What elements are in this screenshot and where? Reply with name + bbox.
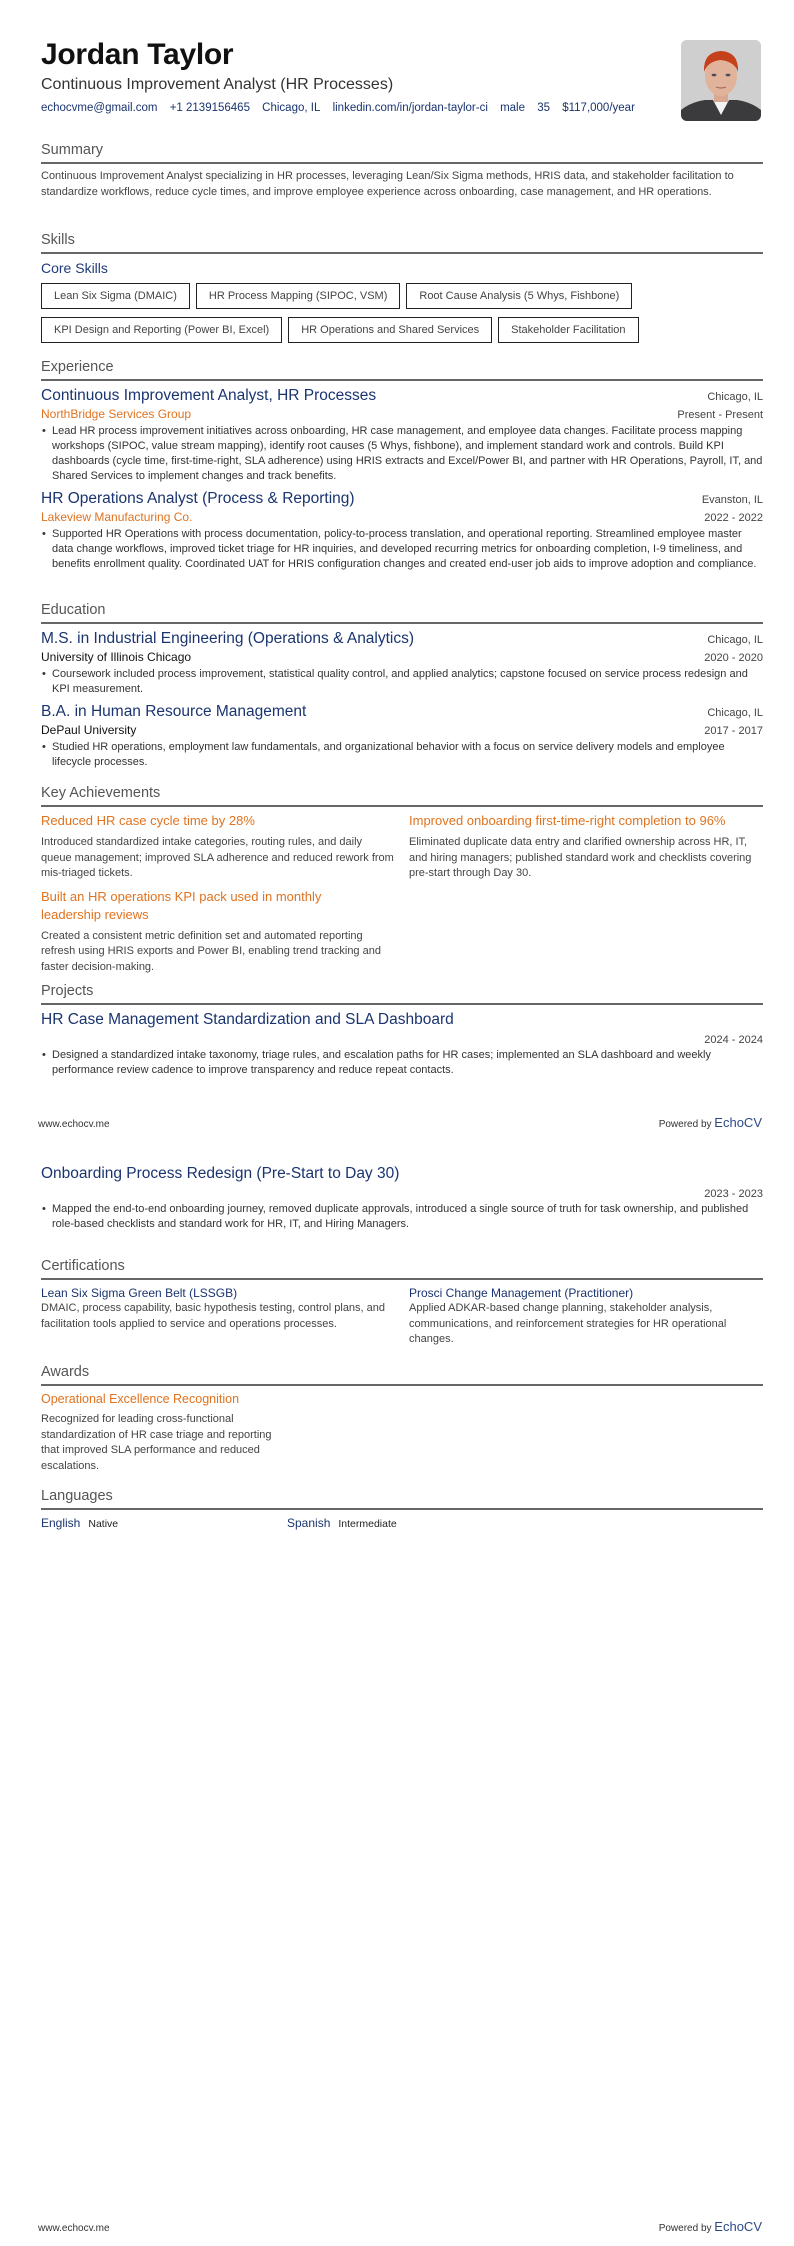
skill-chip: HR Process Mapping (SIPOC, VSM)	[196, 283, 401, 309]
awards-section	[41, 1363, 763, 1474]
language-item	[287, 1515, 533, 1532]
achievements-column-right	[409, 812, 763, 981]
bullet-icon: •	[42, 425, 46, 437]
job-title: HR Operations Analyst (Process & Reporting)	[41, 490, 355, 507]
page-footer	[38, 2219, 762, 2234]
language-item	[41, 1515, 287, 1532]
section-heading-certifications: Certifications	[41, 1258, 125, 1274]
project-dates: 2023 - 2023	[704, 1188, 763, 1200]
certification-text: DMAIC, process capability, basic hypothesis testing, control plans, and facilitation tools applied to service and operations processes.	[41, 1302, 386, 1330]
achievements-section	[41, 784, 763, 981]
certification-text: Applied ADKAR-based change planning, stakeholder analysis, communications, and reinforcement strategies for HR operational changes.	[409, 1302, 727, 1345]
education-dates: 2017 - 2017	[704, 725, 763, 737]
section-heading-skills: Skills	[41, 232, 75, 248]
brand-logo-text[interactable]: EchoCV	[714, 2219, 762, 2234]
education-bullet	[41, 740, 763, 770]
company-name: NorthBridge Services Group	[41, 407, 192, 421]
project-dates: 2024 - 2024	[704, 1034, 763, 1046]
language-level: Native	[88, 1518, 119, 1530]
school-name: DePaul University	[41, 723, 137, 737]
powered-by	[659, 2219, 762, 2234]
company-name: Lakeview Manufacturing Co.	[41, 510, 193, 524]
achievement-title: Built an HR operations KPI pack used in monthly leadership reviews	[41, 888, 322, 922]
bullet-icon: •	[42, 1049, 46, 1061]
project-title: Onboarding Process Redesign (Pre-Start to Day 30)	[41, 1165, 400, 1182]
project-title: HR Case Management Standardization and SLA Dashboard	[41, 1011, 454, 1028]
experience-entry	[41, 386, 763, 484]
skill-chip: KPI Design and Reporting (Power BI, Excel)	[41, 317, 282, 343]
achievement-text: Introduced standardized intake categories, routing rules, and daily queue management; improved SLA adherence and reduced rework from mis-triaged tickets.	[41, 836, 394, 879]
job-location: Chicago, IL	[707, 391, 763, 403]
age-text: 35	[537, 102, 551, 114]
bullet-icon: •	[42, 1203, 46, 1215]
section-divider	[41, 805, 763, 807]
skills-section	[41, 231, 763, 343]
education-entry	[41, 702, 763, 770]
degree-title: M.S. in Industrial Engineering (Operations & Analytics)	[41, 630, 415, 647]
experience-entry	[41, 489, 763, 572]
skill-chip: Lean Six Sigma (DMAIC)	[41, 283, 190, 309]
bullet-text: Studied HR operations, employment law fundamentals, and organizational behavior with a focus on service delivery models and employee lifecycle processes.	[52, 741, 725, 768]
education-bullet	[41, 667, 763, 697]
brand-logo-text[interactable]: EchoCV	[714, 1115, 762, 1130]
language-level: Intermediate	[338, 1518, 397, 1530]
bullet-icon: •	[42, 668, 46, 680]
salary-text: $117,000/year	[562, 102, 635, 114]
section-divider	[41, 1003, 763, 1005]
bullet-text: Coursework included process improvement, statistical quality control, and applied analytics; capstone focused on service process redesign and KPI measurement.	[52, 668, 748, 695]
project-bullet	[41, 1202, 763, 1232]
gender-text: male	[500, 102, 526, 114]
powered-by-label: Powered by	[658, 1119, 712, 1130]
achievement-text: Created a consistent metric definition set and automated reporting refresh using HRIS exports and Power BI, enabling trend tracking and faster decision-making.	[41, 929, 381, 973]
bullet-text: Supported HR Operations with process documentation, policy-to-process translation, and operational reporting. Streamlined employee master data change workflows, improved ticket triage for HR inquiries, and developed recurring metrics for onboarding completion, I-9 timeliness, and benefits enrollment quality. Coordinated UAT for HRIS configuration changes and created end-user job aids to improve adoption and compliance.	[52, 528, 757, 570]
header	[41, 38, 763, 117]
projects-section	[41, 982, 763, 1078]
section-divider	[41, 1278, 763, 1280]
school-location: Chicago, IL	[707, 634, 763, 646]
section-divider	[41, 622, 763, 624]
section-heading-awards: Awards	[41, 1364, 90, 1380]
achievement-text: Eliminated duplicate data entry and clarified ownership across HR, IT, and hiring managers; published standard work and checklists covering pre-start through Day 30.	[409, 836, 752, 879]
certification-entry	[409, 1285, 763, 1348]
projects-section-continued	[41, 1164, 763, 1232]
project-entry	[41, 1010, 763, 1078]
section-heading-summary: Summary	[41, 142, 104, 158]
linkedin-link[interactable]: linkedin.com/in/jordan-taylor-ci	[332, 102, 488, 114]
job-dates: Present - Present	[677, 409, 763, 421]
education-dates: 2020 - 2020	[704, 652, 763, 664]
section-heading-achievements: Key Achievements	[41, 785, 161, 801]
languages-section	[41, 1487, 763, 1532]
contact-line	[41, 99, 763, 117]
bullet-text: Lead HR process improvement initiatives across onboarding, HR case management, and employee data changes. Facilitate process mapping workshops (SIPOC, value stream mapping), identify root causes (5 Whys, fishbone), and implement standard work and controls. Build KPI dashboards (cycle time, first-time-right, SLA adherence) using HRIS extracts and Excel/Power BI, and partner with HR Operations, Payroll, IT, and Shared Services to implement changes and track benefits.	[52, 425, 763, 482]
skill-chip: Root Cause Analysis (5 Whys, Fishbone)	[406, 283, 632, 309]
candidate-name: Jordan Taylor	[41, 38, 234, 71]
school-location: Chicago, IL	[707, 707, 763, 719]
avatar-portrait-icon	[681, 40, 761, 121]
job-bullet	[41, 527, 763, 572]
skill-chip: Stakeholder Facilitation	[498, 317, 638, 343]
skills-chip-list	[41, 283, 741, 343]
education-entry	[41, 629, 763, 697]
email-link[interactable]: echocvme@gmail.com	[41, 102, 158, 114]
candidate-title: Continuous Improvement Analyst (HR Processes)	[41, 76, 394, 93]
certification-title: Prosci Change Management (Practitioner)	[409, 1286, 634, 1300]
job-dates: 2022 - 2022	[704, 512, 763, 524]
skill-chip: HR Operations and Shared Services	[288, 317, 492, 343]
bullet-text: Designed a standardized intake taxonomy, triage rules, and escalation paths for HR cases; implemented an SLA dashboard and weekly performance review cadence to improve transparency and reduce repeat contacts.	[52, 1049, 711, 1076]
award-entry	[41, 1391, 763, 1474]
certification-entry	[41, 1285, 395, 1348]
section-divider	[41, 1508, 763, 1510]
section-heading-languages: Languages	[41, 1488, 113, 1504]
language-name: English	[41, 1516, 81, 1530]
job-location: Evanston, IL	[701, 494, 763, 506]
website-link[interactable]: www.echocv.me	[38, 1119, 110, 1130]
section-heading-education: Education	[41, 602, 106, 618]
experience-section	[41, 358, 763, 572]
bullet-text: Mapped the end-to-end onboarding journey, removed duplicate approvals, introduced a single source of truth for task ownership, and published role-based checklists and standard work for HR, IT, and Hiring Managers.	[52, 1203, 749, 1230]
achievement-title: Improved onboarding first-time-right completion to 96%	[409, 813, 726, 828]
phone-link[interactable]: +1 2139156465	[169, 102, 250, 114]
degree-title: B.A. in Human Resource Management	[41, 703, 307, 720]
bullet-icon: •	[42, 741, 46, 753]
section-heading-projects: Projects	[41, 983, 94, 999]
languages-list	[41, 1515, 763, 1532]
award-title: Operational Excellence Recognition	[41, 1392, 240, 1406]
job-bullet	[41, 424, 763, 484]
resume-page-2	[0, 1123, 794, 2246]
profile-photo	[681, 40, 761, 121]
section-divider	[41, 162, 763, 164]
powered-by-label: Powered by	[658, 2223, 712, 2234]
achievements-column-left	[41, 812, 395, 981]
job-title: Continuous Improvement Analyst, HR Processes	[41, 387, 377, 404]
core-skills-heading: Core Skills	[41, 260, 108, 276]
section-divider	[41, 252, 763, 254]
section-heading-experience: Experience	[41, 359, 114, 375]
summary-text: Continuous Improvement Analyst specializing in HR processes, leveraging Lean/Six Sigma methods, HRIS data, and stakeholder facilitation to standardize workflows, reduce cycle times, and improve employee experience across onboarding, case management, and HR operations.	[41, 170, 734, 198]
section-divider	[41, 1384, 763, 1386]
website-link[interactable]: www.echocv.me	[38, 2223, 110, 2234]
project-entry	[41, 1164, 763, 1232]
location-text: Chicago, IL	[262, 102, 321, 114]
section-divider	[41, 379, 763, 381]
certifications-section	[41, 1257, 763, 1348]
summary-section	[41, 141, 763, 200]
project-bullet	[41, 1048, 763, 1078]
school-name: University of Illinois Chicago	[41, 650, 192, 664]
certification-title: Lean Six Sigma Green Belt (LSSGB)	[41, 1286, 238, 1300]
bullet-icon: •	[42, 528, 46, 540]
award-text: Recognized for leading cross-functional standardization of HR case triage and reporting that improved SLA performance and reduced escalations.	[41, 1413, 272, 1472]
language-name: Spanish	[287, 1516, 331, 1530]
education-section	[41, 601, 763, 770]
achievement-title: Reduced HR case cycle time by 28%	[41, 813, 255, 828]
